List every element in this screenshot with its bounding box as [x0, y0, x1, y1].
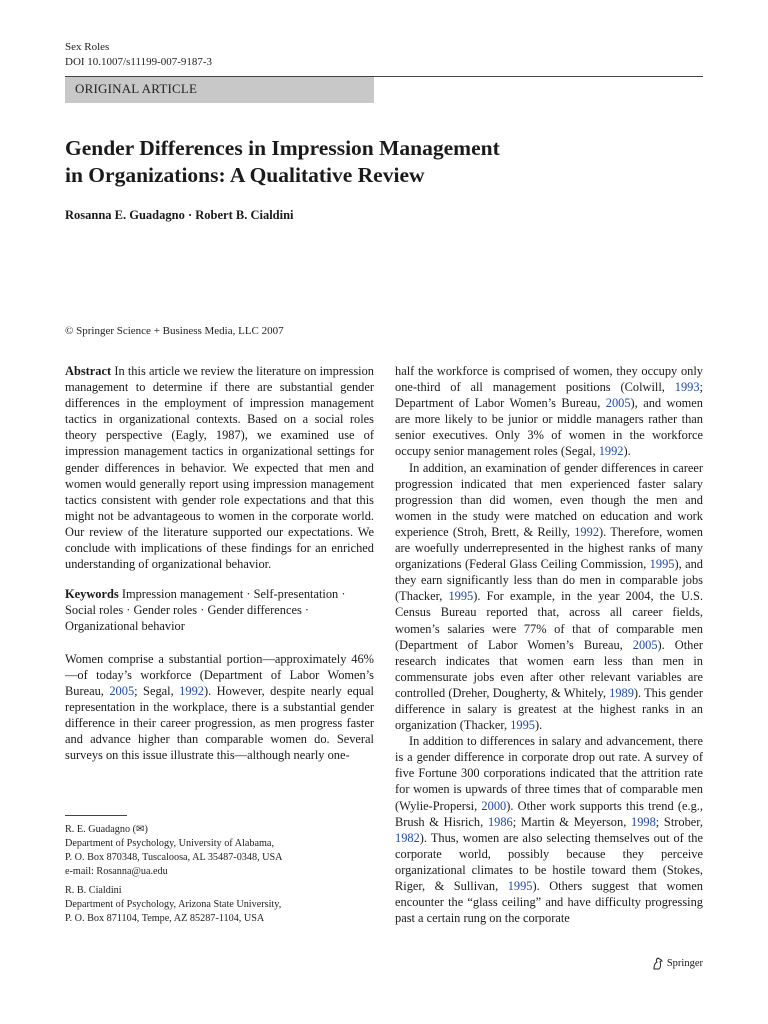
author-list: Rosanna E. Guadagno · Robert B. Cialdini — [65, 208, 294, 222]
body-paragraph — [395, 733, 703, 926]
citation-link[interactable]: 2000 — [481, 798, 507, 813]
citation-link[interactable]: 1992 — [574, 524, 600, 539]
text-run: ). Therefore, women are woefully underrepresented in the highest ranks of many organizations (Federal Glass Ceiling Commission, — [395, 524, 703, 572]
citation-link[interactable]: 1989 — [609, 685, 634, 700]
citation-link[interactable]: 2005 — [632, 637, 658, 652]
text-run: ; Segal, — [134, 683, 180, 698]
text-run: ), and women are more likely to be junior or middle managers rather than senior executives. Only 3% of women in the workforce occupy senior management roles (Segal, — [395, 396, 703, 459]
affiliation-email: e-mail: Rosanna@ua.edu — [65, 866, 168, 877]
text-run: ; Martin & Meyerson, — [512, 814, 631, 829]
article-type-banner: ORIGINAL ARTICLE — [65, 77, 374, 103]
journal-name: Sex Roles — [65, 41, 110, 53]
body-paragraph — [395, 460, 703, 734]
copyright-notice: © Springer Science + Business Media, LLC 2007 — [65, 325, 284, 337]
abstract — [65, 363, 374, 572]
text-run: ). Thus, women are also selecting themselves out of the corporate world, possibly because they perceive organizational climates to be hostile toward them (Stokes, Riger, & Sullivan, — [395, 830, 703, 893]
affiliation-address: P. O. Box 871104, Tempe, AZ 85287-1104, USA — [65, 913, 265, 924]
text-run: ). Others suggest that women encounter the “glass ceiling” and have difficulty progressing past a certain rung on the corporate — [395, 879, 703, 926]
citation-link[interactable]: 1995 — [448, 589, 474, 604]
keywords-label: Keywords — [65, 587, 119, 602]
text-run: In addition, an examination of gender differences in career progression indicated that men experienced faster salary progression than did women, even though the men and women in the study were matched on education and work experience (Stroh, Brett, & Reilly, — [395, 460, 703, 539]
affiliation-rule — [65, 815, 127, 816]
publisher-name: Springer — [666, 958, 703, 969]
text-run: half the workforce is comprised of women, they occupy only one-third of all management positions (Colwill, — [395, 364, 703, 395]
keywords — [65, 586, 374, 634]
affiliation-address: P. O. Box 870348, Tuscaloosa, AL 35487-0348, USA — [65, 852, 283, 863]
citation-link[interactable]: 2005 — [605, 396, 631, 411]
abstract-text: In this article we review the literature on impression management to determine if there are substantial gender differences in the employment of impression management tactics in organizational contexts. Based on a social roles theory perspective (Eagly, 1987), we examined use of impression management tactics in organizational settings for gender differences in behavior. We expected that men and women would generally report using impression management tactics consistent with gender role expectations and that this might not be advantageous to women in the corporate world. Our review of the literature supported our expectations. We conclude with implications of these findings for an enriched understanding of organizational behavior. — [65, 364, 374, 572]
text-run: ; Department of Labor Women’s Bureau, — [395, 380, 703, 411]
citation-link[interactable]: 1998 — [631, 814, 656, 829]
text-run: ). For example, in the year 2004, the U.S. Census Bureau reported that, across all career fields, women’s salaries were 77% of that of comparable men (Department of Labor Women’s Bureau, — [395, 589, 703, 652]
abstract-label: Abstract — [65, 364, 112, 378]
journal-header — [65, 40, 212, 70]
text-run: ; Strober, — [655, 814, 704, 829]
springer-horse-icon — [652, 957, 664, 970]
affiliation-cialdini — [65, 884, 281, 926]
citation-link[interactable]: 1993 — [674, 380, 700, 395]
intro-paragraph — [65, 651, 374, 764]
citation-link[interactable]: 1992 — [598, 444, 624, 459]
publisher-footer — [652, 957, 703, 970]
left-column — [65, 363, 374, 763]
affiliation-dept: Department of Psychology, Arizona State University, — [65, 899, 282, 910]
article-title — [65, 135, 705, 189]
text-run: ). — [623, 444, 631, 459]
citation-link[interactable]: 1995 — [507, 879, 533, 893]
citation-link[interactable]: 1995 — [510, 718, 535, 733]
affiliation-guadagno — [65, 823, 283, 879]
text-run: ). — [535, 718, 543, 733]
right-column — [395, 363, 703, 926]
citation-link[interactable]: 1982 — [395, 830, 420, 845]
text-run: ). However, despite nearly equal representation in the workplace, there is a substantial gender difference in their career progression, as men progress faster and advance higher than comparable women do. Several surveys on this issue illustrate this—although nearly one- — [65, 683, 374, 763]
text-run: ). Other work supports this trend (e.g., Brush & Hisrich, — [395, 798, 703, 829]
text-run: ). Other research indicates that women earn less than men in commensurate jobs even after other relevant variables are controlled (Dreher, Dougherty, & Whitely, — [395, 637, 703, 700]
title-line-2: in Organizations: A Qualitative Review — [65, 163, 425, 187]
citation-link[interactable]: 1992 — [179, 683, 204, 698]
citation-link[interactable]: 1986 — [487, 814, 513, 829]
body-paragraph — [395, 363, 703, 460]
affiliation-dept: Department of Psychology, University of Alabama, — [65, 838, 274, 849]
citation-link[interactable]: 1995 — [649, 557, 675, 572]
title-line-1: Gender Differences in Impression Management — [65, 136, 500, 160]
affiliation-name: R. B. Cialdini — [65, 885, 122, 896]
citation-link[interactable]: 2005 — [109, 683, 135, 698]
keywords-text: Impression management · Self-presentation · Social roles · Gender roles · Gender differences · Organizational behavior — [65, 587, 346, 634]
text-run: Women comprise a substantial portion—approximately 46%—of today’s workforce (Department of Labor Women’s Bureau, — [65, 651, 374, 698]
text-run: In addition to differences in salary and advancement, there is a gender difference in corporate drop out rate. A survey of five Fortune 300 corporations indicated that the attrition rate for women is upwards of three times that of comparable men (Wylie-Propersi, — [395, 734, 703, 813]
text-run: ), and they earn significantly less than do men in comparable jobs (Thacker, — [395, 557, 703, 604]
text-run: ). This gender difference in salary is greatest at the highest ranks in an organization (Thacker, — [395, 685, 704, 733]
affiliation-name: R. E. Guadagno (✉) — [65, 824, 148, 835]
doi: DOI 10.1007/s11199-007-9187-3 — [65, 56, 213, 68]
